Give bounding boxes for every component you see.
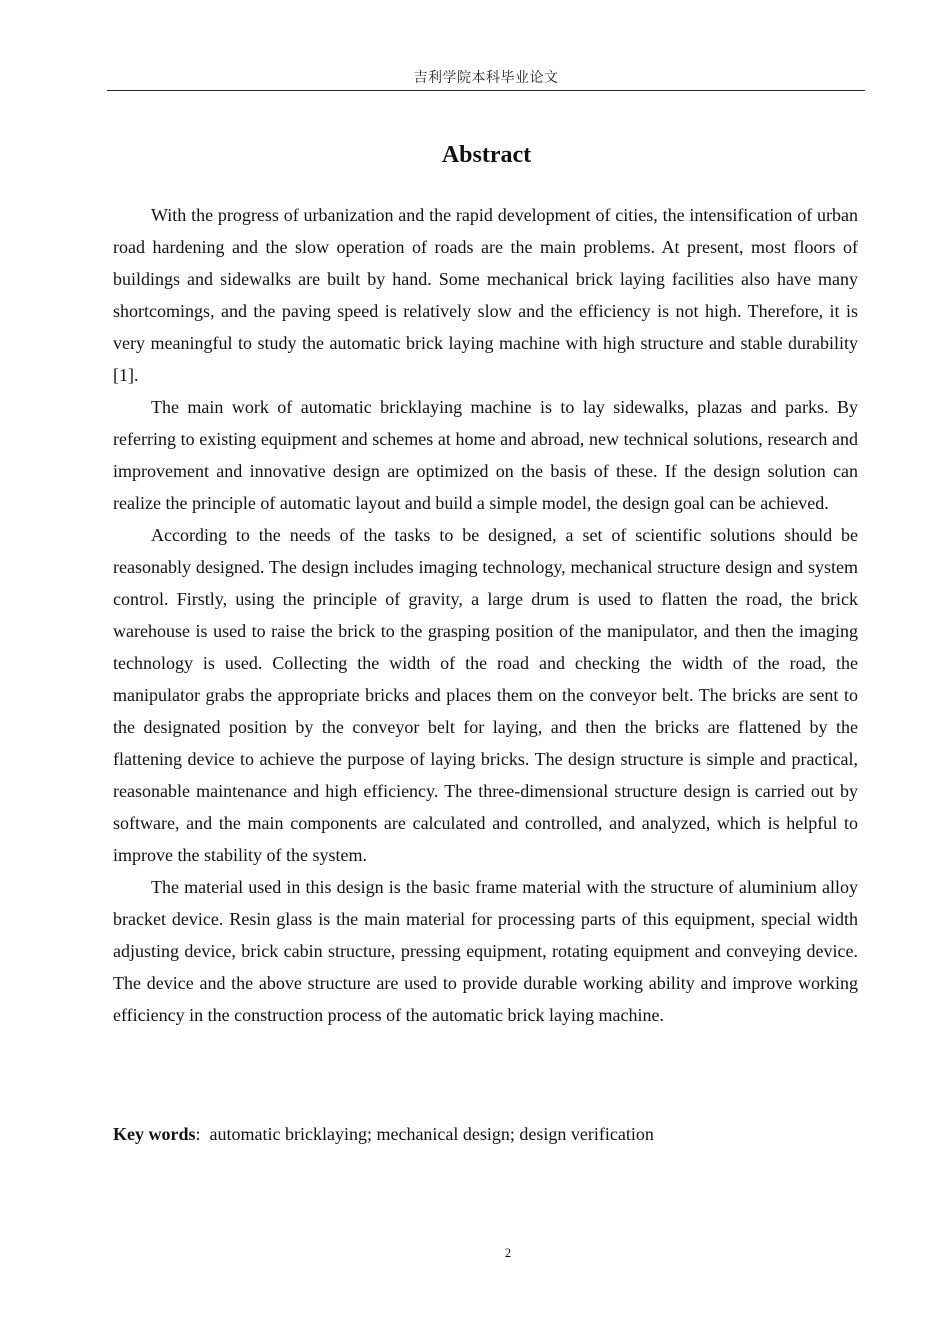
keywords-label: Key words [113,1124,196,1144]
abstract-paragraph-4: The material used in this design is the basic frame material with the structure of aluminium alloy bracket device. Resin glass is the main material for processing parts of this equipment, special width adjusting device, brick cabin structure, pressing equipment, rotating equipment and conveying device. The device and the above structure are used to provide durable working ability and improve working efficiency in the construction process of the automatic brick laying machine. [113,877,858,1025]
abstract-paragraph-1: With the progress of urbanization and the rapid development of cities, the intensification of urban road hardening and the slow operation of roads are the main problems. At present, most floors of buildings and sidewalks are built by hand. Some mechanical brick laying facilities also have many shortcomings, and the paving speed is relatively slow and the efficiency is not high. Therefore, it is very meaningful to study the automatic brick laying machine with high structure and stable durability [1]. [113,205,858,385]
page-header [107,68,865,91]
abstract-paragraph-2: The main work of automatic bricklaying machine is to lay sidewalks, plazas and parks. By referring to existing equipment and schemes at home and abroad, new technical solutions, research and improvement and innovative design are optimized on the basis of these. If the design solution can realize the principle of automatic layout and build a simple model, the design goal can be achieved. [113,397,858,513]
abstract-body [113,199,858,1031]
header-title: 吉利学院本科毕业论文 [413,70,559,86]
keywords-separator: : [195,1124,201,1144]
keywords-value: automatic bricklaying; mechanical design; design verification [209,1124,654,1144]
abstract-title: Abstract [441,142,532,168]
page-number: 2 [504,1245,512,1260]
keywords-line [113,1118,858,1150]
abstract-paragraph-3: According to the needs of the tasks to be designed, a set of scientific solutions should be reasonably designed. The design includes imaging technology, mechanical structure design and system control. Firstly, using the principle of gravity, a large drum is used to flatten the road, the brick warehouse is used to raise the brick to the grasping position of the manipulator, and then the imaging technology is used. Collecting the width of the road and checking the width of the road, the manipulator grabs the appropriate bricks and places them on the conveyor belt. The bricks are sent to the designated position by the conveyor belt for laying, and then the bricks are flattened by the flattening device to achieve the purpose of laying bricks. The design structure is simple and practical, reasonable maintenance and high efficiency. The three-dimensional structure design is carried out by software, and the main components are calculated and controlled, and analyzed, which is helpful to improve the stability of the system. [113,525,858,865]
